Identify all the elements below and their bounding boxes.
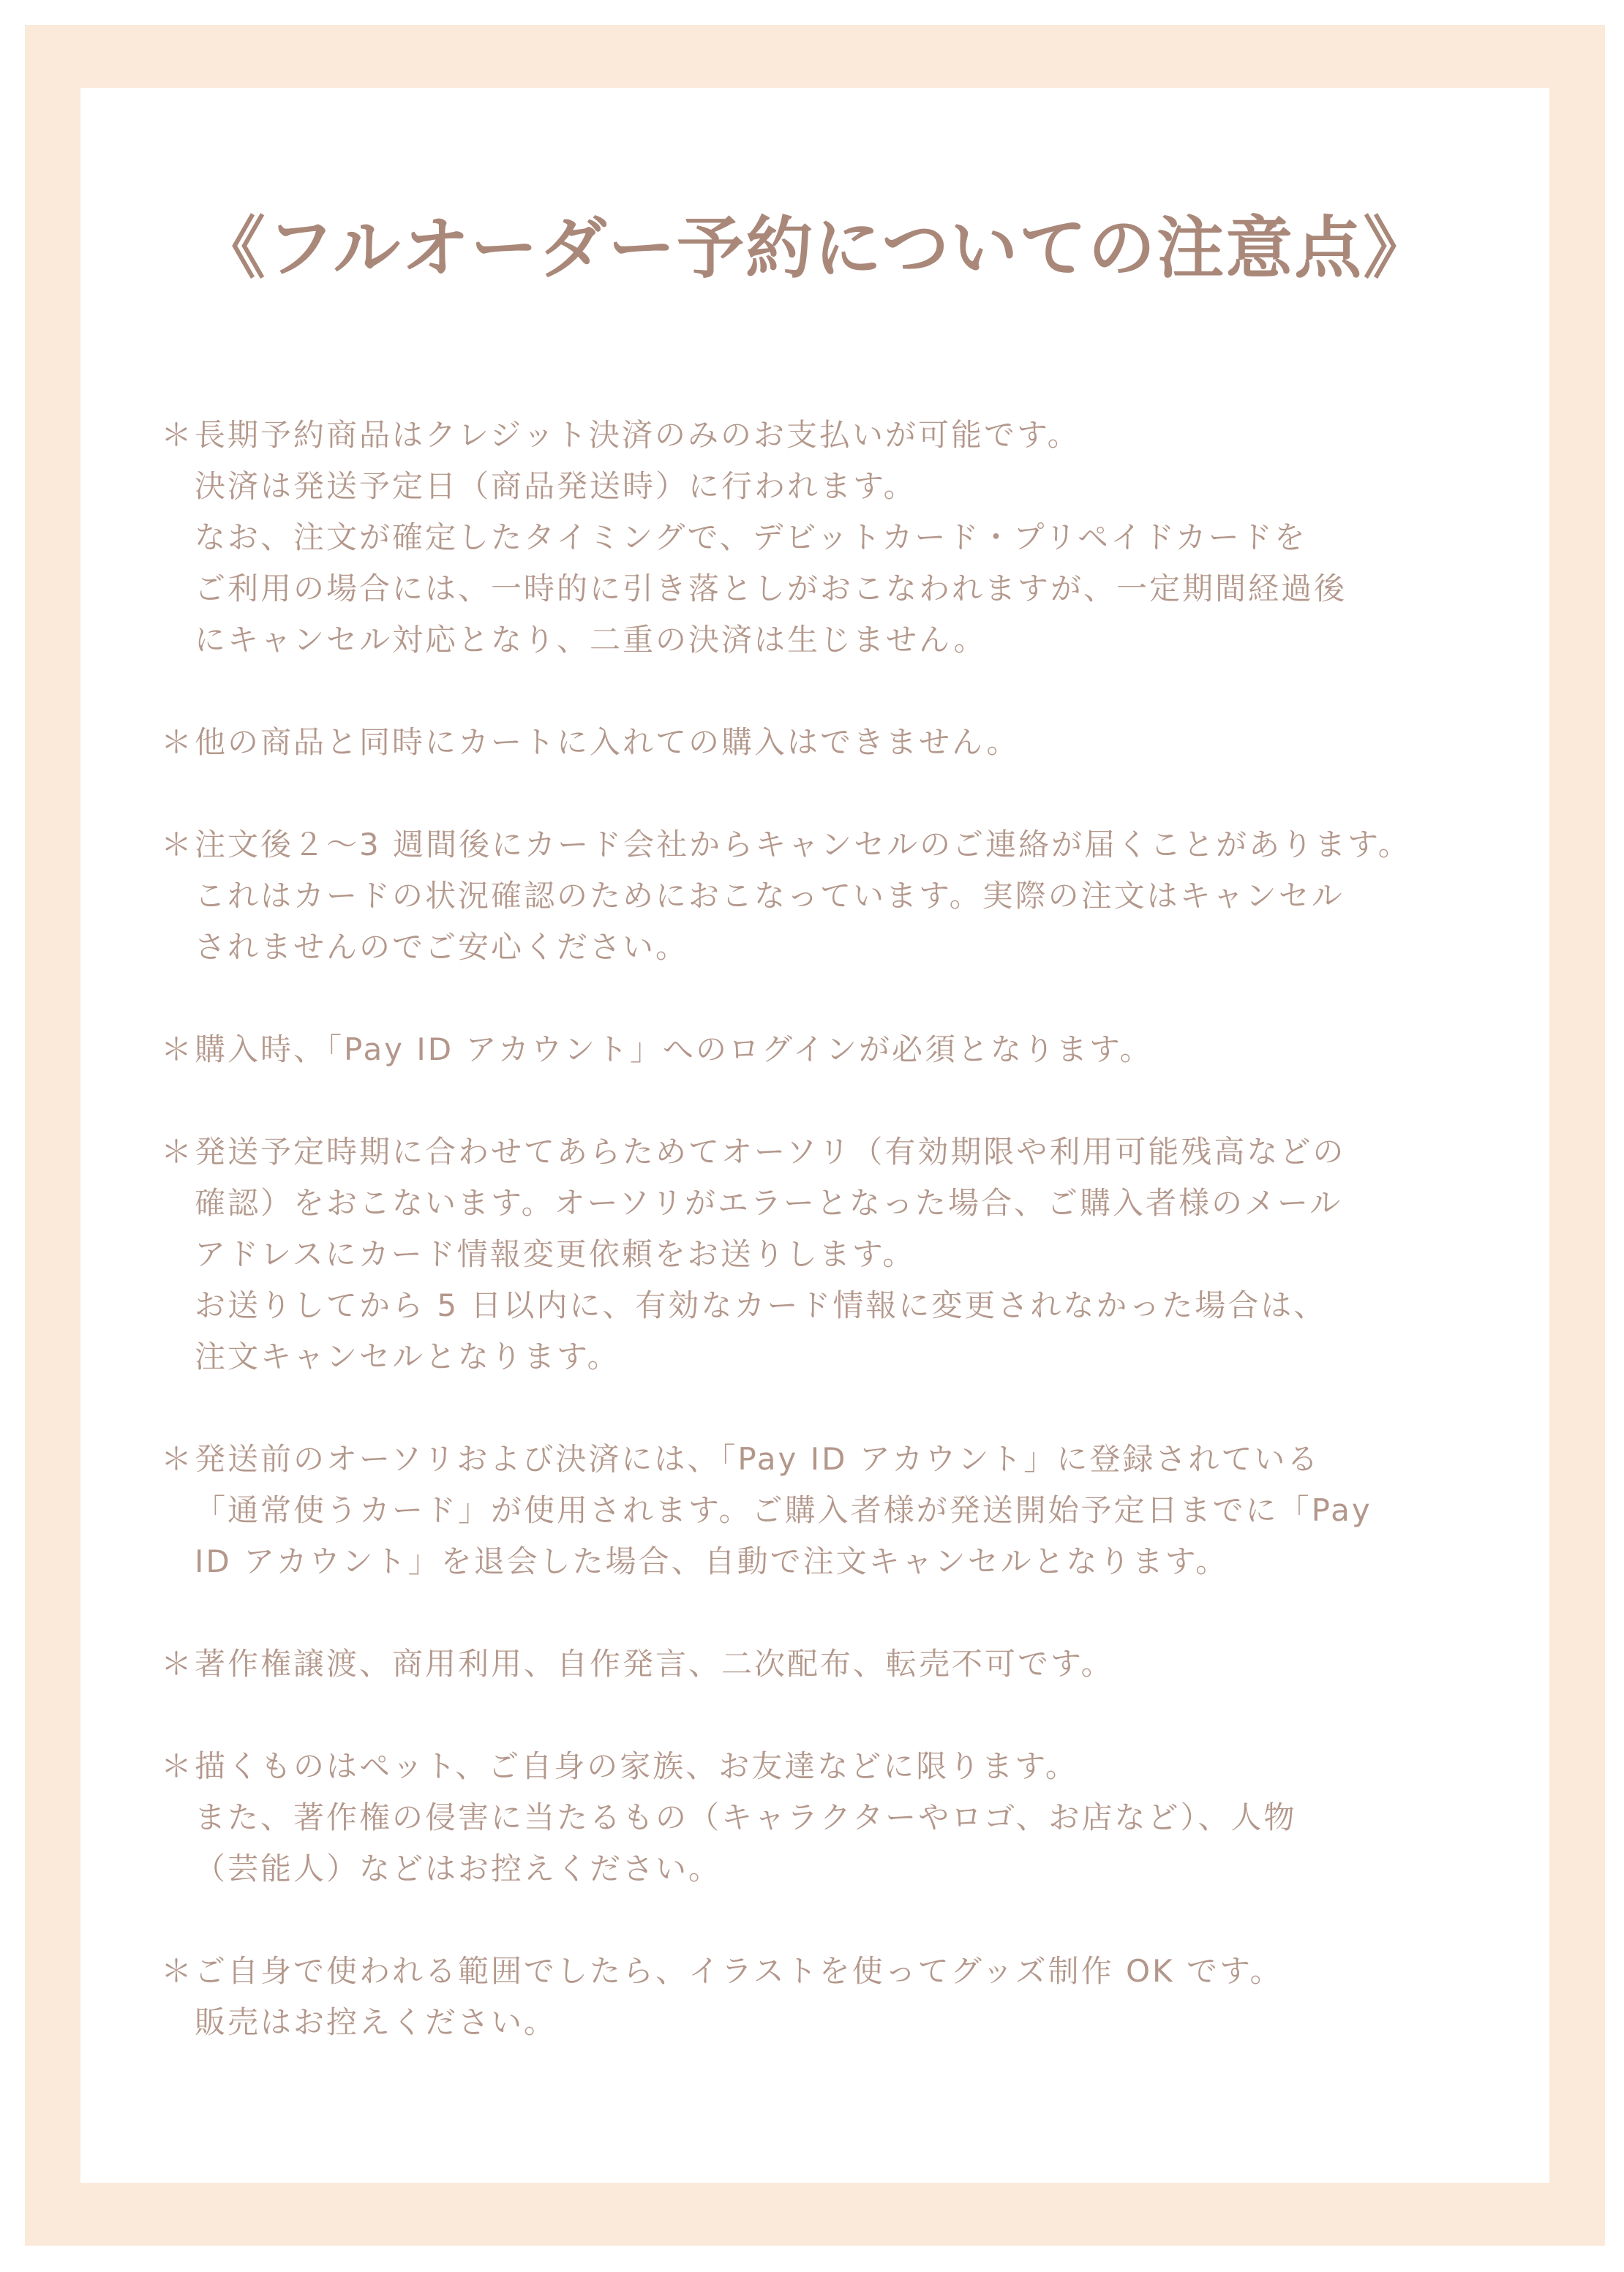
note-line: ご自身で使われる範囲でしたら、イラストを使ってグッズ制作 OK です。 xyxy=(195,1953,1283,1989)
notice-card xyxy=(80,88,1549,2183)
note-line: （芸能人）などはお控えください。 xyxy=(195,1851,722,1887)
note-item xyxy=(161,410,1536,666)
note-item xyxy=(161,1024,1536,1075)
note-item xyxy=(161,1946,1536,2048)
note-line: されませんのでご安心ください。 xyxy=(195,929,689,965)
asterisk-bullet-icon: ＊ xyxy=(161,1748,192,1784)
note-line: アドレスにカード情報変更依頼をお送りします。 xyxy=(195,1236,916,1272)
note-line: 他の商品と同時にカートに入れての購入はできません。 xyxy=(195,724,1020,760)
note-line: また、著作権の侵害に当たるもの（キャラクターやロゴ、お店など）、人物 xyxy=(195,1799,1297,1835)
notes-list xyxy=(161,410,1536,2099)
asterisk-bullet-icon: ＊ xyxy=(161,724,192,760)
note-line: なお、注文が確定したタイミングで、デビットカード・プリペイドカードを xyxy=(195,519,1307,555)
note-line: 購入時、「Pay ID アカウント」へのログインが必須となります。 xyxy=(195,1031,1153,1067)
asterisk-bullet-icon: ＊ xyxy=(161,1031,192,1067)
note-line: 確認）をおこないます。オーソリがエラーとなった場合、ご購入者様のメール xyxy=(195,1185,1343,1221)
asterisk-bullet-icon: ＊ xyxy=(161,1953,192,1989)
note-line: 著作権譲渡、商用利用、自作発言、二次配布、転売不可です。 xyxy=(195,1646,1114,1682)
note-item xyxy=(161,1639,1536,1690)
asterisk-bullet-icon: ＊ xyxy=(161,827,192,862)
note-line: お送りしてから 5 日以内に、有効なカード情報に変更されなかった場合は、 xyxy=(195,1287,1327,1323)
asterisk-bullet-icon: ＊ xyxy=(161,1441,192,1477)
asterisk-bullet-icon: ＊ xyxy=(161,1646,192,1682)
note-item xyxy=(161,819,1536,973)
asterisk-bullet-icon: ＊ xyxy=(161,1134,192,1170)
note-item xyxy=(161,1126,1536,1383)
note-line: 発送前のオーソリおよび決済には、「Pay ID アカウント」に登録されている xyxy=(195,1441,1320,1477)
note-line: これはカードの状況確認のためにおこなっています。実際の注文はキャンセル xyxy=(195,878,1345,914)
note-line: ご利用の場合には、一時的に引き落としがおこなわれますが、一定期間経過後 xyxy=(195,571,1347,606)
note-line: 「通常使うカード」が使用されます。ご購入者様が発送開始予定日までに「Pay xyxy=(195,1492,1372,1528)
page-border-frame xyxy=(25,25,1605,2246)
note-line: 注文キャンセルとなります。 xyxy=(195,1339,620,1374)
note-item xyxy=(161,1434,1536,1587)
note-line: 発送予定時期に合わせてあらためてオーソリ（有効期限や利用可能残高などの xyxy=(195,1134,1346,1170)
note-line: ID アカウント」を退会した場合、自動で注文キャンセルとなります。 xyxy=(195,1543,1229,1579)
note-line: にキャンセル対応となり、二重の決済は生じません。 xyxy=(195,622,987,658)
note-item xyxy=(161,1741,1536,1895)
note-line: 注文後２〜3 週間後にカード会社からキャンセルのご連絡が届くことがあります。 xyxy=(195,827,1411,862)
note-item xyxy=(161,717,1536,768)
page-title: 《フルオーダー予約についての注意点》 xyxy=(198,209,1432,287)
note-line: 長期予約商品はクレジット決済のみのお支払いが可能です。 xyxy=(195,417,1080,453)
note-line: 販売はお控えください。 xyxy=(195,2004,557,2040)
note-line: 描くものはペット、ご自身の家族、お友達などに限ります。 xyxy=(195,1748,1078,1784)
asterisk-bullet-icon: ＊ xyxy=(161,417,192,453)
note-line: 決済は発送予定日（商品発送時）に行われます。 xyxy=(195,468,917,504)
